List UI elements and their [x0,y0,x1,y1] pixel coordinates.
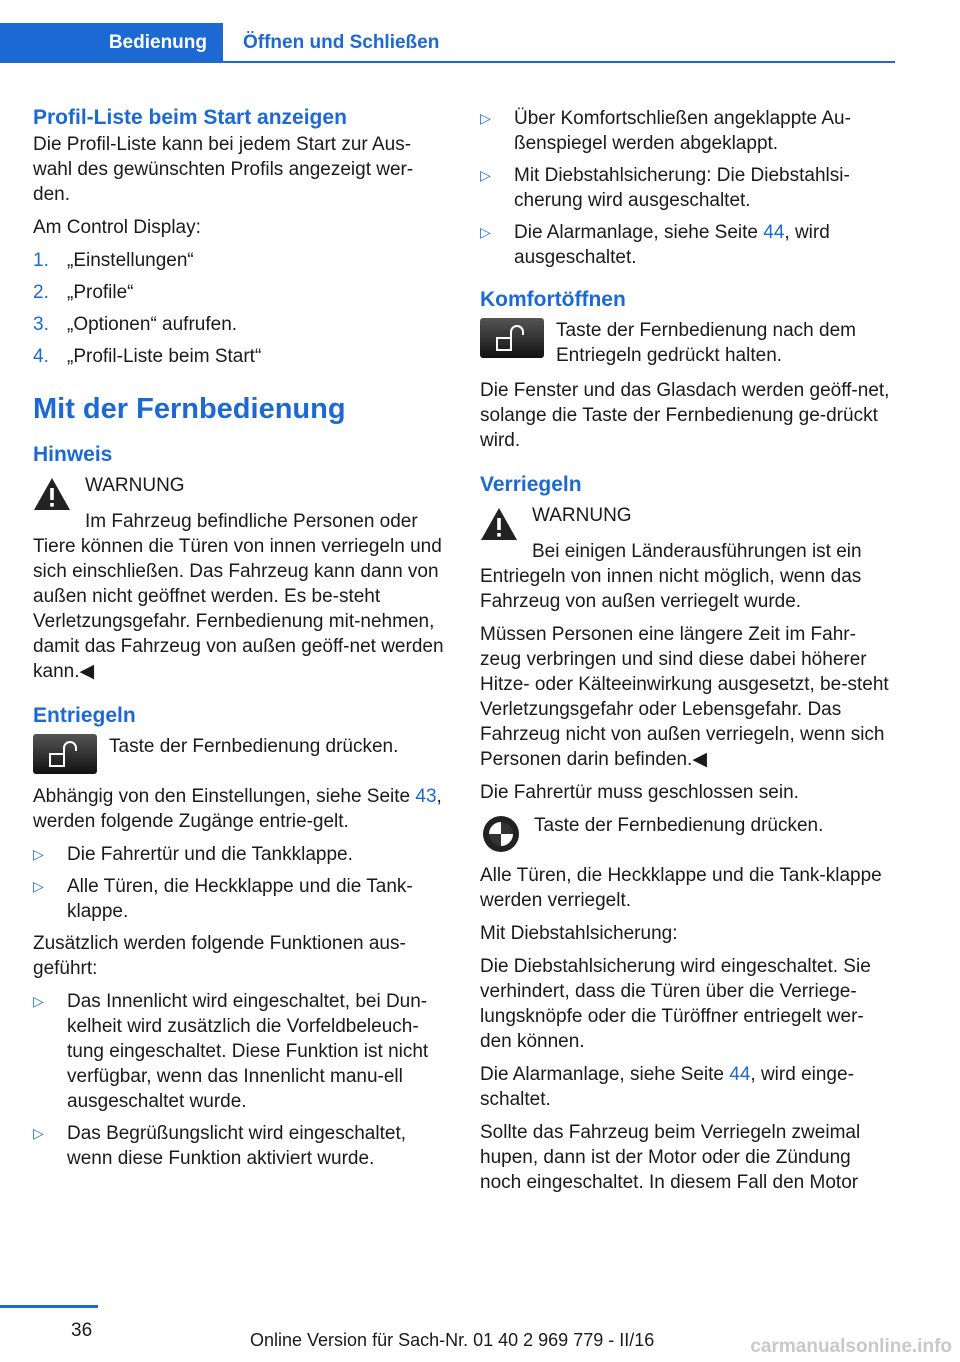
list-item [480,163,894,213]
footer-text: Online Version für Sach-Nr. 01 40 2 969 779 - II/16 [250,1330,655,1350]
unlock-button-icon [480,318,544,358]
paragraph [480,1062,894,1112]
step-number: 2. [33,282,49,303]
section-title: Mit der Fernbedienung [33,393,346,425]
list-item [33,1121,447,1171]
list-item [33,874,447,924]
step-text: „Optionen“ aufrufen. [67,314,238,335]
bullet-triangle-icon: ▷ [33,993,44,1009]
steps-list [33,248,447,369]
list-item [33,248,447,273]
step-number: 4. [33,346,49,367]
list-item [33,280,447,305]
paragraph: Die Profil-Liste kann bei jedem Start zur Aus-wahl des gewünschten Profils angezeigt wer-den. [33,134,414,205]
warning-text: Bei einigen Länderausführungen ist ein Entriegeln von innen nicht möglich, wenn das Fahrzeug von außen verriegelt wurde. [480,541,862,612]
bullet-triangle-icon: ▷ [480,167,491,183]
bullet-triangle-icon: ▷ [33,1125,44,1141]
heading-entriegeln: Entriegeln [33,704,136,727]
list-item [480,220,894,270]
step-text: „Profil-Liste beim Start“ [67,346,262,367]
bullet-triangle-icon: ▷ [33,846,44,862]
page-number: 36 [71,1320,93,1341]
paragraph: Alle Türen, die Heckklappe und die Tank-klappe werden verriegelt. [480,865,882,911]
lock-text: Taste der Fernbedienung drücken. [534,815,824,836]
paragraph: Die Fenster und das Glasdach werden geöff-net, solange die Taste der Fernbedienung ge-drückt wird. [480,380,890,451]
heading-hinweis: Hinweis [33,443,113,466]
text: Die Alarmanlage, siehe Seite [480,1064,730,1085]
unlock-button-icon [33,734,97,774]
text: Abhängig von den Einstellungen, siehe Seite [33,786,416,807]
list-item [33,344,447,369]
list-item [480,106,894,156]
warning-label: WARNUNG [532,505,632,526]
heading-komfortoeffnen: Komfortöffnen [480,288,626,311]
komfort-text: Taste der Fernbedienung nach dem Entriegeln gedrückt halten. [556,320,856,366]
step-text: „Profile“ [67,282,134,303]
warning-triangle-icon [33,477,71,511]
watermark: carmanualsonline.info [750,1336,952,1357]
text: , wird ausgeschaltet. [514,222,830,268]
step-number: 1. [33,250,49,271]
warning-block [33,473,447,511]
bullet-text [514,220,894,270]
right-column [480,104,894,1203]
warning-triangle-icon [480,507,518,541]
list-item [33,989,447,1114]
text: Die Alarmanlage, siehe Seite [514,222,764,243]
unlock-row [33,734,447,774]
bullet-text: Alle Türen, die Heckklappe und die Tank-klappe. [67,876,413,922]
left-column [33,104,447,1178]
unlock-text: Taste der Fernbedienung drücken. [109,736,399,757]
bmw-logo-icon [482,815,520,853]
heading-verriegeln: Verriegeln [480,473,582,496]
list-item [33,312,447,337]
bullet-list [33,842,447,924]
text: , werden folgende Zugänge entrie-gelt. [33,786,442,832]
bullet-triangle-icon: ▷ [480,110,491,126]
bullet-text: Das Innenlicht wird eingeschaltet, bei Dun-kelheit wird zusätzlich die Vorfeldbeleuch-tung eingeschaltet. Diese Funktion ist nicht verfügbar, wenn das Innenlicht manu-ell ausgeschaltet wurde. [67,991,429,1112]
header-rule [0,61,895,63]
bullet-text: Über Komfortschließen angeklappte Au-ßenspiegel werden abgeklappt. [514,108,851,154]
heading-profil-liste: Profil-Liste beim Start anzeigen [33,106,347,129]
bullet-triangle-icon: ▷ [33,878,44,894]
bullet-list [33,989,447,1171]
komfort-row [480,318,894,368]
warning-text: Im Fahrzeug befindliche Personen oder Tiere können die Türen von innen verriegeln und sich einschließen. Das Fahrzeug kann dann von außen nicht geöffnet werden. Es be-steht Verletzungsgefahr. Fernbedienung mit-nehmen, damit das Fahrzeug von außen geöff-net werden kann.◀ [33,511,444,682]
step-text: „Einstellungen“ [67,250,194,271]
paragraph: Am Control Display: [33,217,201,238]
page-link-44[interactable]: 44 [729,1064,751,1085]
bullet-text: Die Fahrertür und die Tankklappe. [67,844,353,865]
text: , wird einge-schaltet. [480,1064,854,1110]
header-bar [0,23,895,63]
list-item [33,842,447,867]
bullet-list [480,106,894,270]
step-number: 3. [33,314,49,335]
bullet-triangle-icon: ▷ [480,224,491,240]
paragraph: Mit Diebstahlsicherung: [480,923,678,944]
paragraph: Sollte das Fahrzeug beim Verriegeln zweimal hupen, dann ist der Motor oder die Zündung noch eingeschaltet. In diesem Fall den Motor [480,1122,861,1193]
warning-block [480,503,894,541]
paragraph [33,784,447,834]
footer-rule [0,1305,98,1308]
warning-text: Müssen Personen eine längere Zeit im Fahr-zeug verbringen und sind diese dabei höherer Hitze- oder Kälteeinwirkung ausgesetzt, be-steht Verletzungsgefahr oder Lebensgefahr. Das Fahrzeug nicht von außen verriegeln, wenn sich Personen darin befinden.◀ [480,624,889,770]
bullet-text: Das Begrüßungslicht wird eingeschaltet, wenn diese Funktion aktiviert wurde. [67,1123,407,1169]
paragraph: Zusätzlich werden folgende Funktionen aus-geführt: [33,933,406,979]
paragraph: Die Fahrertür muss geschlossen sein. [480,782,799,803]
paragraph: Die Diebstahlsicherung wird eingeschaltet. Sie verhindert, dass die Türen über die Verriege-lungsknöpfe oder die Türöffner entriegelt wer-den können. [480,956,871,1052]
warning-label: WARNUNG [85,475,185,496]
page-link-43[interactable]: 43 [415,786,437,807]
page-link-44[interactable]: 44 [763,222,785,243]
bullet-text: Mit Diebstahlsicherung: Die Diebstahlsi-cherung wird ausgeschaltet. [514,165,850,211]
tab-oeffnen-schliessen[interactable]: Öffnen und Schließen [243,32,440,53]
lock-row [480,813,894,853]
tab-bedienung[interactable]: Bedienung [0,23,223,63]
